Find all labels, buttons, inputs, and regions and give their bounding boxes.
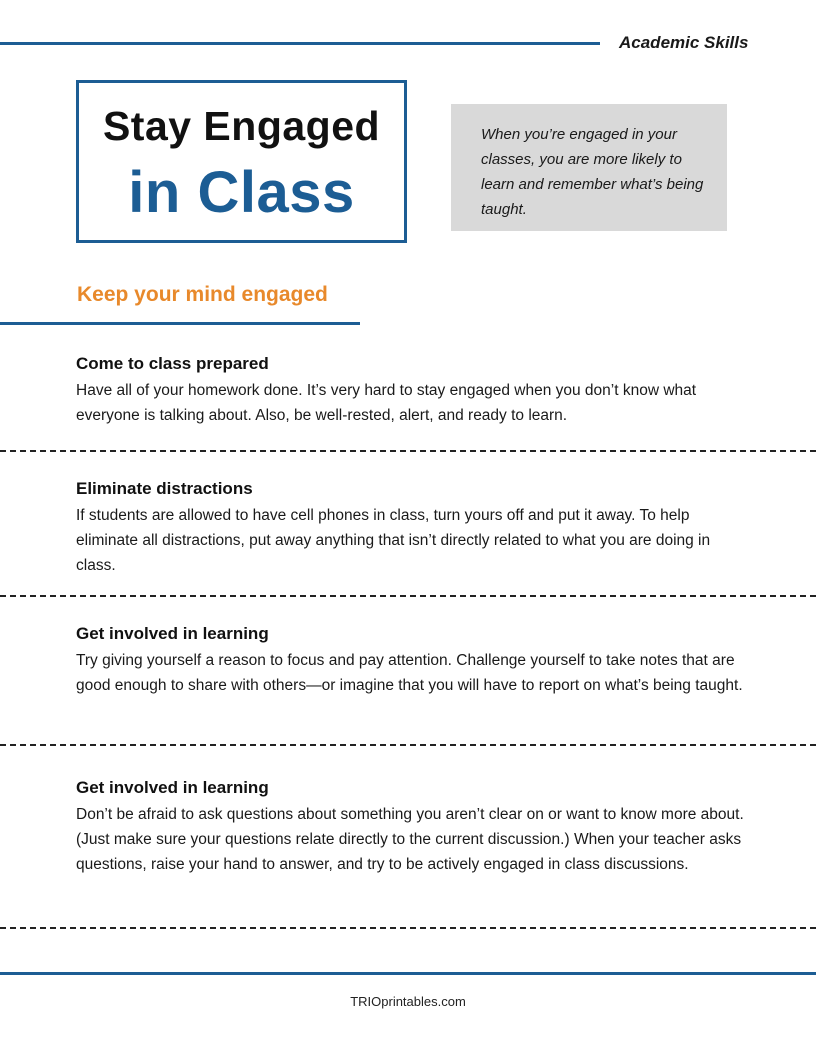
category-label: Academic Skills bbox=[619, 33, 749, 52]
footer-rule bbox=[0, 972, 816, 975]
intro-callout: When you’re engaged in your classes, you are more likely to learn and remember what’s being taught. bbox=[451, 104, 727, 231]
tip-heading: Get involved in learning bbox=[76, 624, 269, 643]
tip-heading: Eliminate distractions bbox=[76, 479, 253, 498]
page-title-line1: Stay Engaged bbox=[102, 103, 381, 149]
page-title-line2: in Class bbox=[128, 160, 355, 225]
dashed-divider bbox=[0, 744, 816, 746]
section-heading: Keep your mind engaged bbox=[77, 283, 328, 306]
tip-body: Have all of your homework done. It’s very hard to stay engaged when you don’t know what everyone is talking about. Also, be well-rested, alert, and ready to learn. bbox=[76, 382, 697, 424]
tip-block-3 bbox=[76, 623, 746, 698]
tip-block-1 bbox=[76, 353, 746, 428]
dashed-divider bbox=[0, 595, 816, 597]
tip-body: Don’t be afraid to ask questions about something you aren’t clear on or want to know more about. (Just make sure your questions relate directly to the current discussion.) When your teacher asks questions, raise your hand to answer, and try to be actively engaged in class discussions. bbox=[76, 806, 744, 873]
title-box bbox=[76, 80, 407, 243]
dashed-divider bbox=[0, 927, 816, 929]
tip-heading: Come to class prepared bbox=[76, 354, 269, 373]
dashed-divider bbox=[0, 450, 816, 452]
tip-body: If students are allowed to have cell phones in class, turn yours off and put it away. To help eliminate all distractions, put away anything that isn’t directly related to what you are doing in class. bbox=[76, 507, 711, 574]
tip-heading: Get involved in learning bbox=[76, 778, 269, 797]
section-rule bbox=[0, 322, 360, 325]
header-rule bbox=[0, 42, 600, 45]
tip-block-4 bbox=[76, 777, 746, 877]
footer-site-link[interactable]: TRIOprintables.com bbox=[350, 994, 466, 1009]
tip-block-2 bbox=[76, 478, 746, 578]
tip-body: Try giving yourself a reason to focus and pay attention. Challenge yourself to take notes that are good enough to share with others—or imagine that you will have to report on what’s being taught. bbox=[76, 652, 743, 694]
